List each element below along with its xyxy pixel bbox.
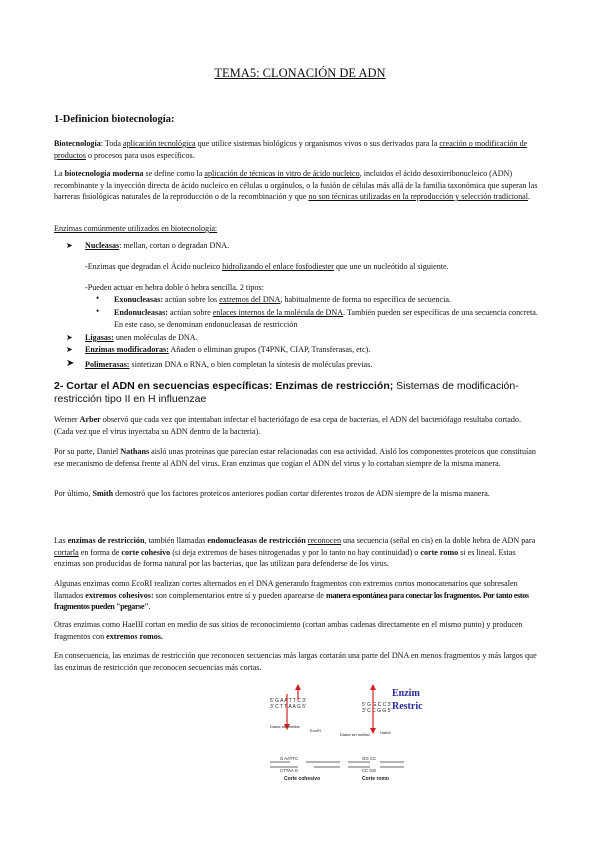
bullet-dot-icon: • (96, 306, 100, 316)
ecori-side-label: Diana sin metilar (270, 724, 300, 729)
haeiii-bottom-strand: 3' C C G G 5' (362, 708, 392, 714)
modern-biotech-definition: La biotecnología moderna se define como la aplicación de técnicas in vitro de ácido nucleico, incluidos el ácido desoxirribonucleico (ADN) recombinante y la inyección directa de ácido nucleico en células u orgánulos, o la fusión de células más allá de la familia taxonómica que superan las barreras fisiológicas naturales de la reproducción o de la recombinación y que no son técnicas utilizadas en la reproducción y selección tradicional. (54, 169, 538, 202)
list-item-endonucleasas: Endonucleasas: actúan sobre enlaces internos de la molécula de DNA. También pueden ser específicas de una secuencia concreta. En este caso, se denominan endonucleasas de restricción (114, 308, 538, 329)
list-item-polimerasas: Polimerasas: sintetizan DNA o RNA, o bien completan la síntesis de moléculas previas. (85, 360, 373, 369)
haeiii-top-strand: 5' G G C C 3' (362, 702, 392, 708)
bullet-dot-icon: • (96, 293, 100, 303)
ecori-paragraph: Algunas enzimas como EcoRI realizan cortes alternados en el DNA generando fragmentos con extremos cortos monocatenarios que sobresalen llamados extremos cohesivos: son complementarios entre sí y pueden aparearse de manera espontánea para conectar los fragmentos. Por tanto estos fragmentos pueden "pegarse". (54, 579, 529, 612)
section1-heading: 1-Definicion biotecnología: (54, 114, 175, 125)
restriction-enzymes-paragraph: Las enzimas de restricción, también llamadas endonucleasas de restricción reconocen una secuencia (señal en cis) en la doble hebra de ADN para cortarla en forma de corte cohesivo (si deja extremos de bases nitrogenadas y por lo tanto no hay continuidad) o corte romo si es lineal. Estas enzimas son producidas de forma natural por las bacterias, que las utilizan para defenderse de los virus. (54, 536, 536, 569)
nucleasas-detail: -Enzimas que degradan el Ácido nucleico hidrolizando el enlace fosfodiester que une un nucleótido al siguiente. (85, 262, 449, 271)
haeiii-paragraph: Otras enzimas como HaeIII cortan en medio de sus sitios de reconocimiento (cortan ambas cadenas directamente en el mismo punto) y producen fragmentos con extremos romos. (54, 620, 523, 641)
figure-title-line2: Restric (392, 701, 423, 712)
ecori-fragment-top: G AATTC (280, 756, 299, 761)
haeiii-fragment-bottom: CC GG (362, 768, 377, 773)
arrow-bullet-icon: ➤ (66, 345, 73, 354)
ecori-top-strand: 5' G A A T T C 3' (270, 698, 307, 704)
nathans-paragraph: Por su parte, Daniel Nathans aisló unas proteínas que parecían estar relacionadas con esa actividad. Aisló los componentes proteicos que constituían ese mecanismo de defensa frente al ADN del virus. Eran enzimas que cogían el ADN del virus y lo cortaban siempre de la misma manera. (54, 447, 536, 468)
list-item-nucleasas: Nucleasas: mellan, cortan o degradan DNA. (85, 241, 230, 250)
ecori-fragment-bottom: CTTAA G (280, 768, 299, 773)
caption-cohesive: Corte cohesivo (284, 776, 321, 782)
caption-blunt: Corte romo (362, 776, 389, 782)
nucleasas-types: -Pueden actuar en hebra doble ó hebra sencilla. 2 tipos: (85, 283, 264, 292)
consequence-paragraph: En consecuencia, las enzimas de restricción que reconocen secuencias más largas cortarán una parte del DNA en menos fragmentos y más largos que las enzimas de restricción que reconocen secuencias más cortas. (54, 651, 537, 672)
enzymes-heading: Enzimas comúnmente utilizados en biotecnología: (54, 224, 218, 233)
section2-heading: 2- Cortar el ADN en secuencias específicas: Enzimas de restricción; Sistemas de modificación-restricción tipo II en H influenzae (54, 380, 519, 405)
haeiii-side-label: Diana sin metilar (340, 732, 370, 737)
cut-arrow-head-icon (295, 684, 301, 690)
page-title: TEMA5: CLONACIÓN DE ADN (214, 66, 386, 80)
haeiii-fragment-top: GG CC (362, 756, 377, 761)
ecori-bottom-strand: 3' C T T A A G 5' (270, 704, 307, 710)
list-item-modificadoras: Enzimas modificadoras: Añaden o eliminan grupos (T4PNK, CIAP, Transferasas, etc). (85, 345, 371, 354)
arrow-bullet-icon: ➤ (66, 241, 73, 250)
restriction-figure (270, 684, 430, 784)
cut-arrow-head-icon (370, 684, 376, 690)
ecori-label: EcoRI (310, 728, 321, 733)
list-item-exonucleasas: Exonucleasas: actúan sobre los extremos del DNA, habitualmente de forma no específica de secuencia. (114, 295, 451, 304)
cut-arrow-head-icon (370, 728, 376, 734)
smith-paragraph: Por último, Smith demostró que los factores proteicos anteriores podían cortar diferentes trozos de ADN siempre de la misma manera. (54, 489, 490, 498)
arrow-bullet-icon: ➤ (66, 358, 75, 369)
biotech-definition: Biotecnología: Toda aplicación tecnológica que utilice sistemas biológicos y organismos vivos o sus derivados para la creación o modificación de productos o procesos para usos específicos. (54, 139, 528, 160)
arrow-bullet-icon: ➤ (66, 333, 73, 342)
arber-paragraph: Werner Arber observó que cada vez que intentaban infectar el bacteriófago de esa cepa de bacterias, el ADN del bacteriófago resultaba cortado. (Cada vez que el virus inyectaba su ADN dentro de la bacteria). (54, 415, 521, 436)
figure-title-line1: Enzim (392, 688, 420, 699)
haeiii-label: HaeIII (380, 730, 391, 735)
list-item-ligasas: Ligasas: unen moléculas de DNA. (85, 333, 198, 342)
